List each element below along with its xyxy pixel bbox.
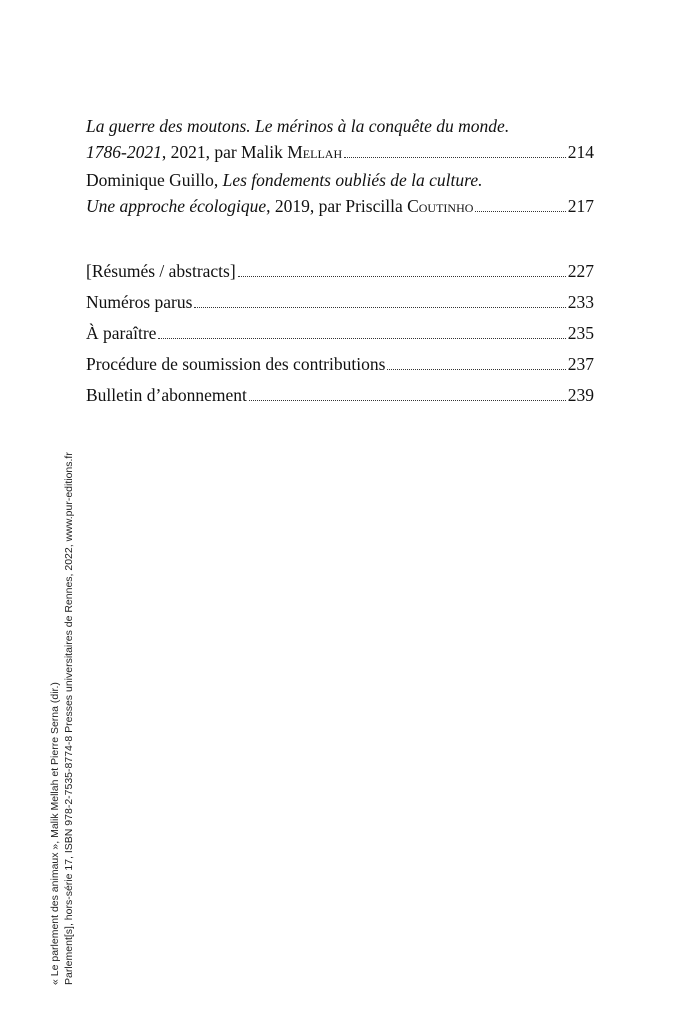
review-details: , 2019, par Priscilla — [266, 196, 408, 216]
section-label: Bulletin d’abonnement — [86, 385, 247, 405]
page-number: 237 — [567, 354, 594, 374]
copyright-sidebar — [48, 452, 76, 985]
toc-entry-section — [86, 320, 594, 346]
review-details: , 2021, par Malik — [161, 142, 288, 162]
section-label: [Résumés / abstracts] — [86, 261, 236, 281]
dot-leader — [387, 369, 565, 370]
dot-leader — [249, 400, 566, 401]
toc-entry-review-1 — [86, 113, 594, 165]
reviewer-name: Coutinho — [407, 196, 474, 216]
dot-leader — [475, 211, 565, 212]
toc-entry-section — [86, 258, 594, 284]
page-number: 233 — [567, 292, 594, 312]
review-title: Les fondements oubliés de la culture. — [222, 170, 483, 190]
toc-entry-section — [86, 351, 594, 377]
reviewer-name: Mellah — [287, 142, 343, 162]
section-label: Numéros parus — [86, 292, 193, 312]
toc-entry-section — [86, 382, 594, 408]
review-title-cont: Une approche écologique — [86, 196, 267, 216]
toc-entry-review-2 — [86, 167, 594, 219]
dot-leader — [238, 276, 566, 277]
sidebar-line-2: Parlement[s], hors-série 17, ISBN 978-2-7535-8774-8 Presses universitaires de Rennes, 2022, www.pur-editions.fr — [63, 452, 75, 985]
page-number: 239 — [567, 385, 594, 405]
page-number: 214 — [567, 142, 594, 162]
dot-leader — [158, 338, 565, 339]
dot-leader — [194, 307, 565, 308]
toc-entry-section — [86, 289, 594, 315]
page-number: 235 — [567, 323, 594, 343]
section-label: Procédure de soumission des contributions — [86, 354, 386, 374]
review-title: La guerre des moutons. Le mérinos à la conquête du monde. — [86, 116, 510, 136]
page-number: 227 — [567, 261, 594, 281]
review-title-cont: 1786-2021 — [86, 142, 162, 162]
page-number: 217 — [567, 196, 594, 216]
book-author: Dominique Guillo, — [86, 170, 223, 190]
section-label: À paraître — [86, 323, 157, 343]
dot-leader — [344, 157, 566, 158]
sidebar-line-1: « Le parlement des animaux », Malik Mellah et Pierre Serna (dir.) — [49, 682, 61, 985]
